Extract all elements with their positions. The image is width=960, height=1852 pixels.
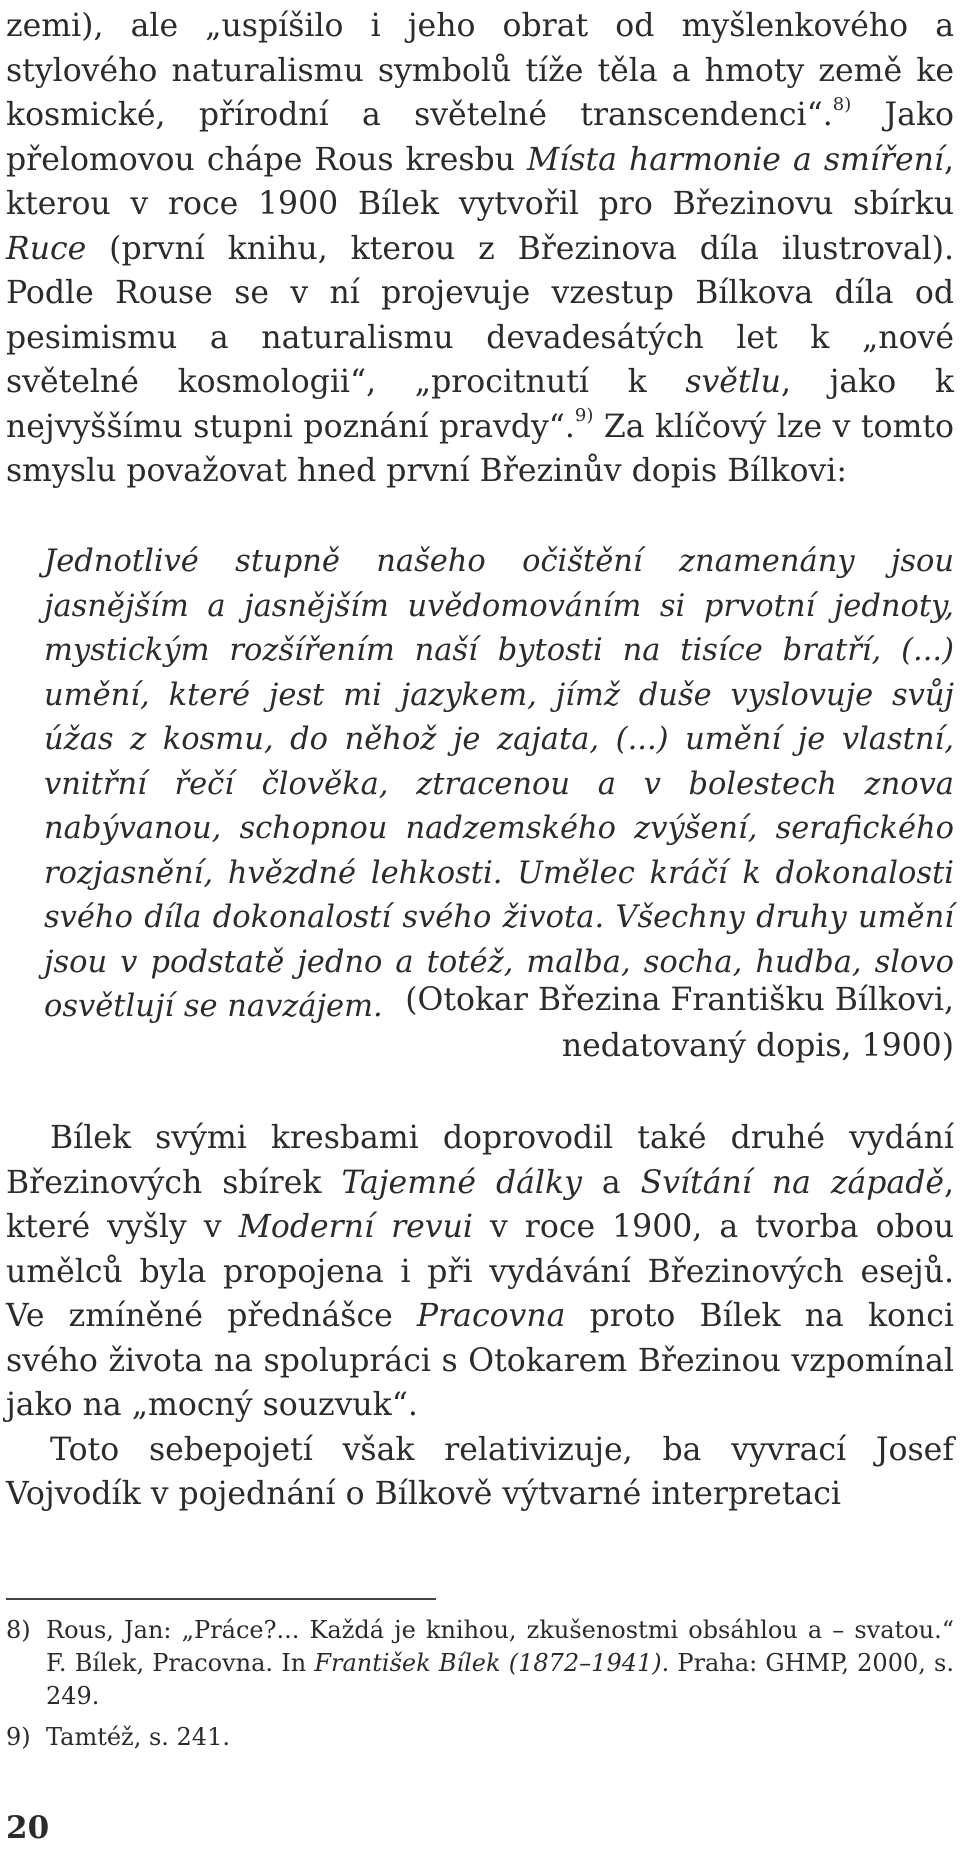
footnote-9 bbox=[6, 1721, 954, 1754]
para1-italic-title-1: Místa harmonie a smíření bbox=[527, 141, 944, 178]
footnote-number: 9) bbox=[6, 1723, 31, 1751]
block-quote bbox=[44, 540, 954, 1030]
footnote-separator bbox=[6, 1598, 436, 1600]
para2-italic-title-2: Svítání na západě bbox=[640, 1164, 944, 1201]
quote-text: Jednotlivé stupně našeho očištění znamenány jsou jasnějším a jasnějším uvědomováním si prvotní jednoty, mystickým rozšířením naší bytosti na tisíce bratří, (...) umění, které jest mi jazykem, jímž duše vyslovuje svůj úžas z kosmu, do něhož je zajata, (...) umění je vlastní, vnitřní řečí člověka, ztracenou a v bolestech znova nabývanou, schopnou nadzemského zvýšení, serafického rozjasnění, hvězdné lehkosti. Umělec kráčí k dokonalosti svého díla dokonalostí svého života. Všechny druhy umění jsou v podstatě jedno a totéž, malba, socha, hudba, slovo osvětlují se navzájem. bbox=[44, 544, 954, 1024]
para2-text-1: Bílek svými kresbami doprovodil také druhé vydání Březinových sbírek bbox=[6, 1120, 954, 1201]
para2-text-4: v roce 1900, a tvorba obou umělců byla propojena i při vydávání Březinových esejů. Ve zmíněné přednášce bbox=[6, 1209, 954, 1334]
para2-text-2: a bbox=[581, 1164, 641, 1201]
para1-text-2: Jako přelomovou chápe Rous kresbu bbox=[6, 97, 954, 178]
para2-italic-journal: Moderní revui bbox=[238, 1209, 473, 1245]
footnote-8-text-2: Praha: GHMP, 2000, s. 249. bbox=[46, 1649, 955, 1710]
para1-italic-word: světlu bbox=[685, 364, 781, 400]
para1-text-1: zemi), ale „uspíšilo i jeho obrat od myšlenkového a stylového naturalismu symbolů tíže těla a hmoty země ke kosmické, přírodní a světelné transcendenci“. bbox=[6, 8, 954, 133]
body-paragraph-3: Toto sebepojetí však relativizuje, ba vyvrací Josef Vojvodík v pojednání o Bílkově výtvarné interpretaci bbox=[6, 1431, 954, 1512]
para2-italic-title-1: Tajemné dálky bbox=[341, 1164, 582, 1201]
para2-text-3: , které vyšly v bbox=[6, 1164, 955, 1245]
footnote-text bbox=[46, 1614, 954, 1713]
footnote-8 bbox=[6, 1614, 954, 1713]
para1-text-3: , kterou v roce 1900 Bílek vytvořil pro Březinovu sbírku bbox=[6, 141, 955, 222]
para1-text-6: Za klíčový lze v tomto smyslu považovat hned první Březinův dopis Bílkovi: bbox=[6, 408, 954, 489]
quote-attribution-line-2: nedatovaný dopis, 1900) bbox=[561, 1028, 954, 1064]
para1-text-5: , jako k nejvyššímu stupni poznání pravdy“. bbox=[6, 364, 954, 445]
footnote-8-text-1: Rous, Jan: „Práce?... Každá je knihou, zkušenostmi obsáhlou a – svatou.“ F. Bílek, Pracovna. In bbox=[46, 1616, 954, 1677]
footnote-text: Tamtéž, s. 241. bbox=[46, 1723, 230, 1751]
body-paragraph-1 bbox=[6, 4, 954, 494]
quote-attribution-line-1: (Otokar Březina Františku Bílkovi, bbox=[405, 982, 954, 1018]
footnote-ref-8: 8) bbox=[832, 93, 852, 115]
para2-italic-lecture: Pracovna bbox=[416, 1298, 566, 1334]
footnotes bbox=[6, 1614, 954, 1762]
footnote-ref-9: 9) bbox=[574, 405, 594, 426]
para1-text-4: (první knihu, kterou z Březinova díla ilustroval). Podle Rouse se v ní projevuje vzestup Bílkova díla od pesimismu a naturalismu devadesátých let k „nové světelné kosmologii“, „procitnutí k bbox=[6, 230, 954, 400]
body-paragraph-2 bbox=[6, 1116, 954, 1517]
para2-text-5: proto Bílek na konci svého života na spolupráci s Otokarem Březinou vzpomínal jako na „mocný souzvuk“. bbox=[6, 1298, 954, 1423]
page-number: 20 bbox=[6, 1810, 50, 1846]
footnote-8-italic-title: František Bílek (1872–1941). bbox=[314, 1649, 670, 1677]
footnote-number: 8) bbox=[6, 1616, 31, 1644]
para1-italic-title-2: Ruce bbox=[6, 230, 87, 267]
